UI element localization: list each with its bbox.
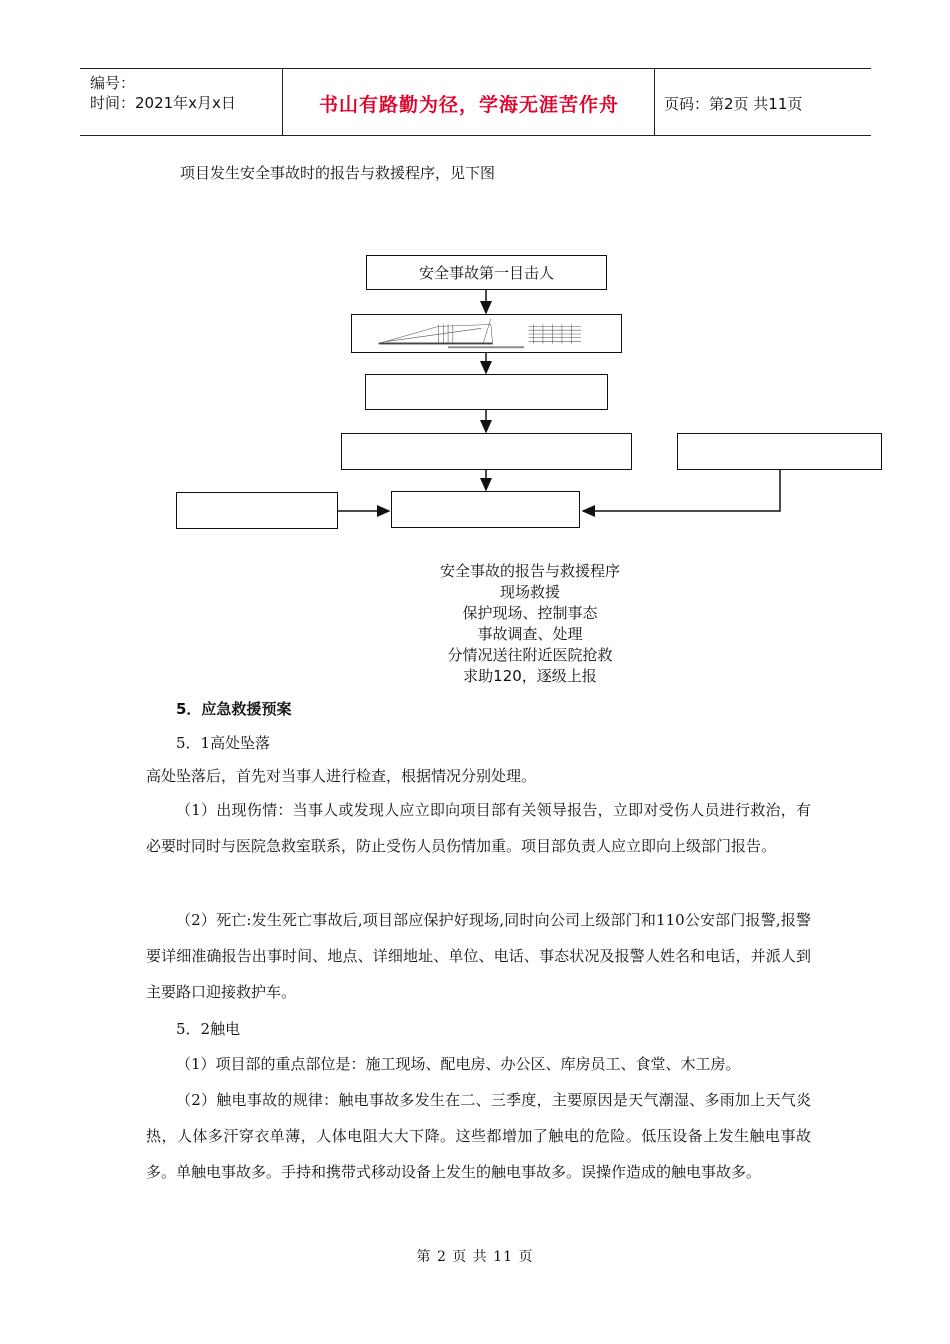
flow-box-protect-scene	[341, 433, 632, 470]
page-footer: 第 2 页 共 11 页	[416, 1249, 534, 1265]
caption-item: 现场救援	[499, 583, 560, 601]
flowchart-caption	[330, 561, 730, 687]
flow-box-center	[391, 491, 580, 528]
section-5-2-heading: 5．2触电	[176, 1020, 241, 1038]
section-5-2-key-areas: （1）项目部的重点部位是：施工现场、配电房、办公区、库房员工、食堂、木工房。	[176, 1055, 741, 1073]
arrow-7-6	[583, 470, 780, 511]
section-5-1-death: （2）死亡:发生死亡事故后,项目部应保护好现场,同时向公司上级部门和110公安部门报警,报警要详细准确报告出事时间、地点、详细地址、单位、电话、事态状况及报警人姓名和电话，并派人到主要路口迎接救护车。	[146, 911, 811, 1001]
section-5-1-heading: 5．1高处坠落	[176, 734, 271, 752]
intro-text: 项目发生安全事故时的报告与救援程序，见下图	[180, 164, 496, 182]
header-code: 编号：	[90, 74, 136, 92]
caption-item: 求助120，逐级上报	[463, 667, 597, 685]
caption-item: 保护现场、控制事态	[462, 604, 598, 622]
section-5-1-intro: 高处坠落后，首先对当事人进行检查，根据情况分别处理。	[146, 767, 537, 785]
caption-item: 分情况送往附近医院抢救	[447, 646, 613, 664]
header-time: 时间：2021年x月x日	[90, 94, 236, 112]
section-5-heading: 5．应急救援预案	[176, 700, 292, 718]
scan-artifact-image	[352, 315, 621, 352]
flow-box-first-witness-label: 安全事故第一目击人	[418, 264, 554, 282]
flow-box-scan	[351, 314, 622, 353]
flow-box-left	[176, 492, 338, 529]
header-page-number: 页码：第2页 共11页	[664, 95, 803, 113]
section-5-1-injury: （1）出现伤情：当事人或发现人应立即向项目部有关领导报告，立即对受伤人员进行救治，有必要时同时与医院急救室联系，防止受伤人员伤情加重。项目部负责人应立即向上级部门报告。	[146, 801, 811, 855]
header-motto: 书山有路勤为径，学海无涯苦作舟	[318, 94, 619, 116]
caption-item: 事故调查、处理	[477, 625, 583, 643]
caption-title: 安全事故的报告与救援程序	[439, 562, 620, 580]
flow-box-on-site-rescue	[365, 374, 608, 410]
section-5-2-patterns: （2）触电事故的规律：触电事故多发生在二、三季度，主要原因是天气潮湿、多雨加上天气炎热，人体多汗穿衣单薄，人体电阻大大下降。这些都增加了触电的危险。低压设备上发生触电事故多。单触电事故多。手持和携带式移动设备上发生的触电事故多。误操作造成的触电事故多。	[146, 1091, 811, 1181]
flow-box-first-witness	[366, 255, 607, 290]
flow-box-right	[677, 433, 882, 470]
